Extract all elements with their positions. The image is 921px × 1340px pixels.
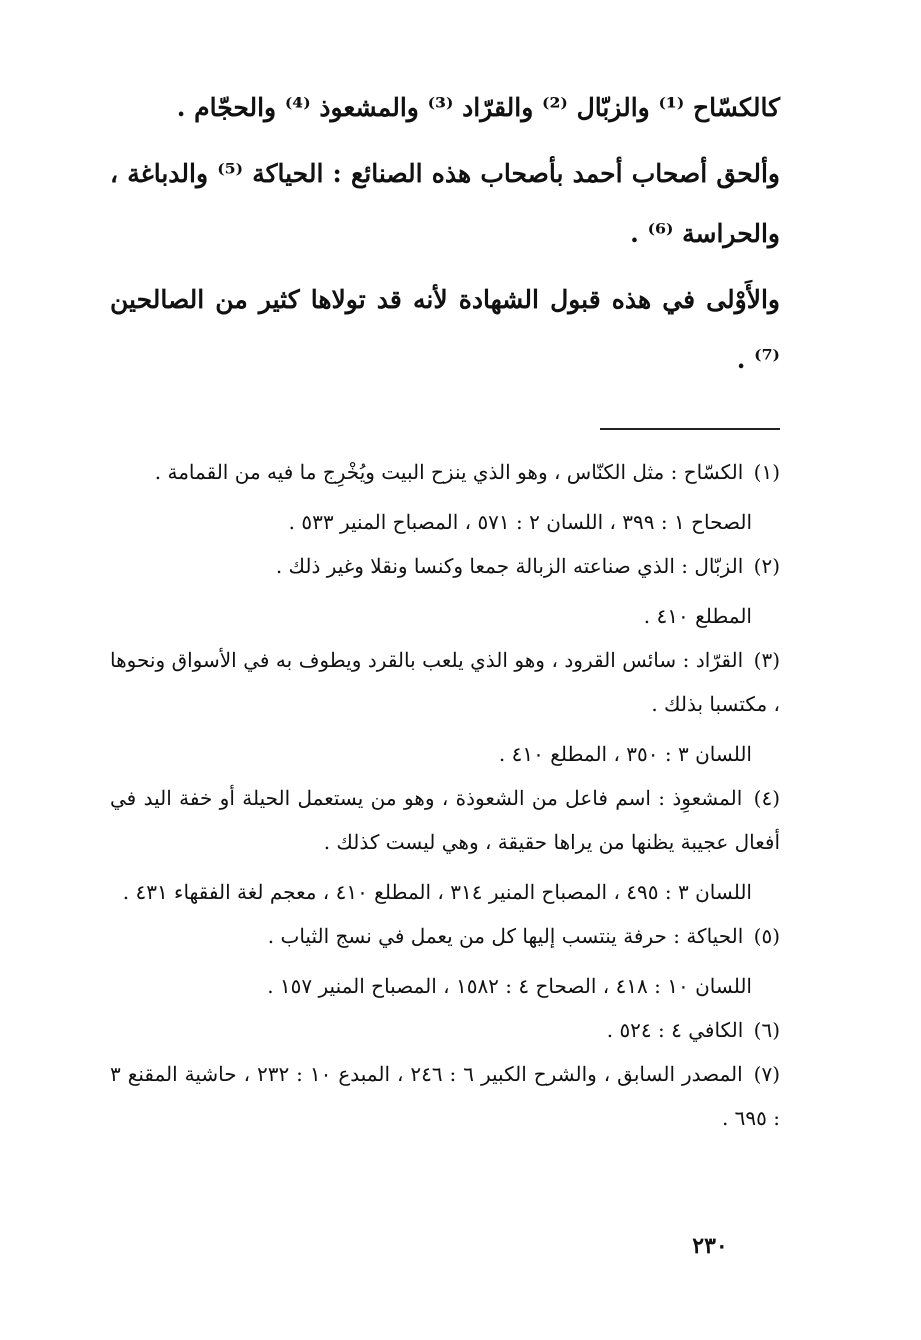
footnote-source: اللسان ٣ : ٤٩٥ ، المصباح المنير ٣١٤ ، المطلع ٤١٠ ، معجم لغة الفقهاء ٤٣١ .	[122, 880, 752, 904]
footnote-text: الكافي ٤ : ٥٢٤ .	[606, 1018, 744, 1042]
footnote-4	[110, 776, 780, 914]
footnote-text: الكسّاح : مثل الكنّاس ، وهو الذي ينزح البيت ويُخْرِج ما فيه من القمامة .	[154, 460, 744, 484]
footnote-text: المصدر السابق ، والشرح الكبير ٦ : ٢٤٦ ، المبدع ١٠ : ٢٣٢ ، حاشية المقنع ٣ : ٦٩٥ .	[110, 1062, 780, 1130]
footnote-text: القرّاد : سائس القرود ، وهو الذي يلعب بالقرد ويطوف به في الأسواق ونحوها ، مكتسبا بذلك .	[110, 648, 780, 716]
footnote-1	[110, 450, 780, 544]
footnote-source: الصحاح ١ : ٣٩٩ ، اللسان ٢ : ٥٧١ ، المصباح المنير ٥٣٣ .	[288, 510, 752, 534]
footnote-number: (٧)	[753, 1062, 781, 1086]
footnote-3	[110, 638, 780, 776]
footnote-number: (٥)	[753, 924, 780, 948]
footnote-6	[110, 1008, 780, 1052]
page-body	[110, 78, 780, 1140]
footnote-number: (٦)	[753, 1018, 780, 1042]
page-number: ٢٣٠	[692, 1233, 728, 1259]
paragraph-3: والأَوْلى في هذه قبول الشهادة لأنه قد تولاها كثير من الصالحين ⁽⁷⁾ .	[110, 285, 780, 374]
footnote-text: الحياكة : حرفة ينتسب إليها كل من يعمل في نسج الثياب .	[267, 924, 744, 948]
paragraph-2: وألحق أصحاب أحمد بأصحاب هذه الصنائع : الحياكة ⁽⁵⁾ والدباغة ، والحراسة ⁽⁶⁾ .	[110, 159, 780, 248]
footnote-number: (٤)	[753, 786, 781, 810]
paragraph-1: كالكسّاح ⁽¹⁾ والزبّال ⁽²⁾ والقرّاد ⁽³⁾ والمشعوذ ⁽⁴⁾ والحجّام .	[176, 93, 780, 122]
footnote-number: (١)	[753, 460, 780, 484]
footnote-2	[110, 544, 780, 638]
footnote-text: الزبّال : الذي صناعته الزبالة جمعا وكنسا ونقلا وغير ذلك .	[275, 554, 744, 578]
footnote-source: اللسان ٣ : ٣٥٠ ، المطلع ٤١٠ .	[498, 742, 752, 766]
footnote-7	[110, 1052, 780, 1140]
footnote-text: المشعوِذ : اسم فاعل من الشعوذة ، وهو من يستعمل الحيلة أو خفة اليد في أفعال عجيبة يظنها من يراها حقيقة ، وهي ليست كذلك .	[110, 786, 780, 854]
footnote-source: اللسان ١٠ : ٤١٨ ، الصحاح ٤ : ١٥٨٢ ، المصباح المنير ١٥٧ .	[267, 974, 752, 998]
footnote-number: (٣)	[753, 648, 781, 672]
footnote-number: (٢)	[753, 554, 780, 578]
footnote-separator	[600, 428, 780, 430]
footnote-5	[110, 914, 780, 1008]
footnotes	[110, 450, 780, 1140]
footnote-source: المطلع ٤١٠ .	[643, 604, 752, 628]
